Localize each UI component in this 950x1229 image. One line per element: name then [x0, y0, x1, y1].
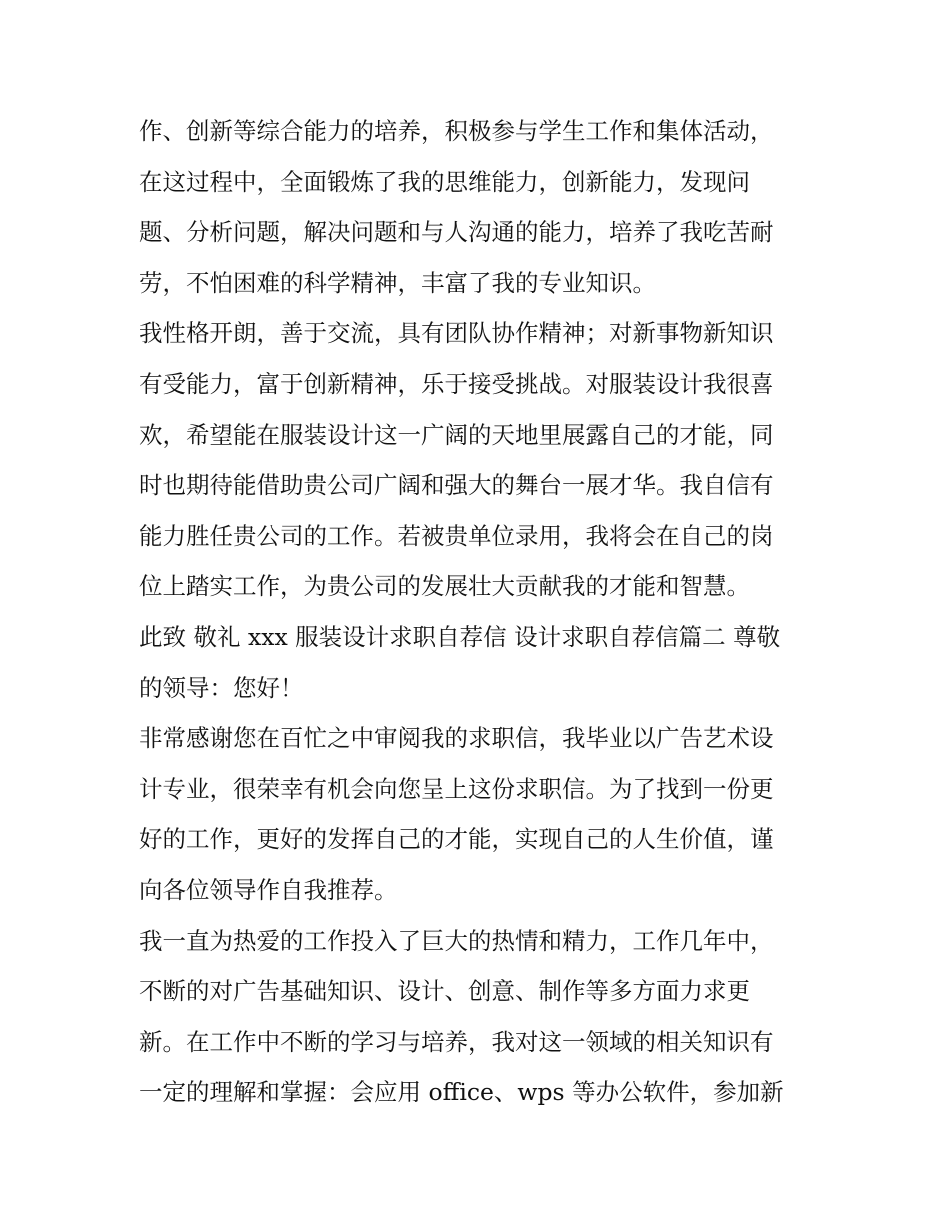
text-line: 劳，不怕困难的科学精神，丰富了我的专业知识。 [139, 268, 656, 297]
text-line: 我性格开朗，善于交流，具有团队协作精神；对新事物新知识 [139, 319, 774, 348]
text-line: 的领导：您好！ [139, 673, 304, 702]
text-line: 一定的理解和掌握：会应用 office、wps 等办公软件，参加新 [139, 1078, 784, 1107]
text-line: 位上踏实工作，为贵公司的发展壮大贡献我的才能和智慧。 [139, 572, 750, 601]
text-line: 题、分析问题，解决问题和与人沟通的能力，培养了我吃苦耐 [139, 218, 774, 247]
text-line: 时也期待能借助贵公司广阔和强大的舞台一展才华。我自信有 [139, 471, 774, 500]
text-line: 此致 敬礼 xxx 服装设计求职自荐信 设计求职自荐信篇二 尊敬 [139, 622, 781, 651]
text-line: 向各位领导作自我推荐。 [139, 875, 398, 904]
text-line: 新。在工作中不断的学习与培养，我对这一领域的相关知识有 [139, 1027, 774, 1056]
text-line: 能力胜任贵公司的工作。若被贵单位录用，我将会在自己的岗 [139, 521, 774, 550]
text-line: 在这过程中，全面锻炼了我的思维能力，创新能力，发现问 [139, 167, 750, 196]
text-line: 有受能力，富于创新精神，乐于接受挑战。对服装设计我很喜 [139, 369, 774, 398]
text-line: 计专业，很荣幸有机会向您呈上这份求职信。为了找到一份更 [139, 774, 774, 803]
text-line: 好的工作，更好的发挥自己的才能，实现自己的人生价值，谨 [139, 825, 774, 854]
text-line: 欢，希望能在服装设计这一广阔的天地里展露自己的才能，同 [139, 420, 774, 449]
text-line: 非常感谢您在百忙之中审阅我的求职信，我毕业以广告艺术设 [139, 724, 774, 753]
text-line: 作、创新等综合能力的培养，积极参与学生工作和集体活动， [139, 117, 774, 145]
text-line: 我一直为热爱的工作投入了巨大的热情和精力，工作几年中， [139, 926, 774, 955]
document-body [139, 106, 829, 1118]
text-line: 不断的对广告基础知识、设计、创意、制作等多方面力求更 [139, 977, 750, 1006]
